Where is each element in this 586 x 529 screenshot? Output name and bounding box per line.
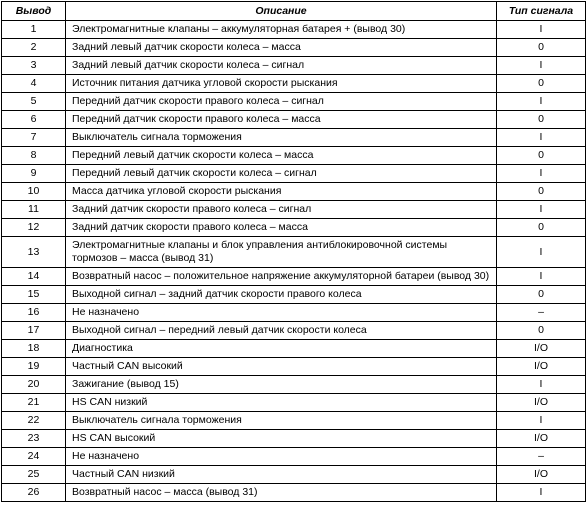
- table-row: [2, 322, 586, 340]
- table-row: [2, 466, 586, 484]
- signal-type-cell: I/O: [497, 430, 586, 448]
- description-cell: Передний левый датчик скорости колеса – масса: [66, 147, 497, 165]
- signal-type-cell: I/O: [497, 340, 586, 358]
- header-row: [2, 2, 586, 21]
- pin-cell: 4: [2, 75, 66, 93]
- pin-table: [1, 1, 586, 502]
- signal-type-cell: I: [497, 93, 586, 111]
- signal-type-cell: I/O: [497, 466, 586, 484]
- description-cell: HS CAN высокий: [66, 430, 497, 448]
- pin-cell: 9: [2, 165, 66, 183]
- description-cell: Выходной сигнал – передний левый датчик скорости колеса: [66, 322, 497, 340]
- table-row: [2, 111, 586, 129]
- description-cell: Электромагнитные клапаны и блок управления антиблокировочной системы тормозов – масса (вывод 31): [66, 237, 497, 268]
- description-cell: Масса датчика угловой скорости рыскания: [66, 183, 497, 201]
- pin-cell: 24: [2, 448, 66, 466]
- table-row: [2, 201, 586, 219]
- description-cell: Не назначено: [66, 448, 497, 466]
- description-cell: Источник питания датчика угловой скорости рыскания: [66, 75, 497, 93]
- pin-cell: 15: [2, 286, 66, 304]
- pin-cell: 12: [2, 219, 66, 237]
- pin-cell: 23: [2, 430, 66, 448]
- table-row: [2, 75, 586, 93]
- description-cell: HS CAN низкий: [66, 394, 497, 412]
- description-cell: Возвратный насос – положительное напряжение аккумуляторной батареи (вывод 30): [66, 268, 497, 286]
- pin-cell: 2: [2, 39, 66, 57]
- description-cell: Возвратный насос – масса (вывод 31): [66, 484, 497, 502]
- signal-type-cell: 0: [497, 183, 586, 201]
- pin-cell: 18: [2, 340, 66, 358]
- pin-cell: 22: [2, 412, 66, 430]
- pin-cell: 11: [2, 201, 66, 219]
- table-row: [2, 93, 586, 111]
- description-cell: Выключатель сигнала торможения: [66, 412, 497, 430]
- table-row: [2, 304, 586, 322]
- table-row: [2, 358, 586, 376]
- description-cell: Диагностика: [66, 340, 497, 358]
- signal-type-cell: I/O: [497, 394, 586, 412]
- table-row: [2, 412, 586, 430]
- description-cell: Выключатель сигнала торможения: [66, 129, 497, 147]
- description-cell: Зажигание (вывод 15): [66, 376, 497, 394]
- pin-cell: 21: [2, 394, 66, 412]
- pin-cell: 5: [2, 93, 66, 111]
- pin-cell: 7: [2, 129, 66, 147]
- signal-type-cell: 0: [497, 322, 586, 340]
- signal-type-cell: 0: [497, 219, 586, 237]
- signal-type-cell: 0: [497, 111, 586, 129]
- signal-type-cell: –: [497, 304, 586, 322]
- table-row: [2, 268, 586, 286]
- signal-type-cell: 0: [497, 39, 586, 57]
- pin-cell: 26: [2, 484, 66, 502]
- table-row: [2, 219, 586, 237]
- table-row: [2, 394, 586, 412]
- signal-type-cell: I: [497, 484, 586, 502]
- signal-type-cell: –: [497, 448, 586, 466]
- signal-type-cell: I: [497, 376, 586, 394]
- signal-type-cell: I: [497, 201, 586, 219]
- description-cell: Частный CAN высокий: [66, 358, 497, 376]
- description-cell: Электромагнитные клапаны – аккумуляторная батарея + (вывод 30): [66, 21, 497, 39]
- description-cell: Не назначено: [66, 304, 497, 322]
- signal-type-cell: I: [497, 21, 586, 39]
- pin-cell: 17: [2, 322, 66, 340]
- description-cell: Задний левый датчик скорости колеса – сигнал: [66, 57, 497, 75]
- pin-cell: 10: [2, 183, 66, 201]
- pin-cell: 16: [2, 304, 66, 322]
- pin-cell: 14: [2, 268, 66, 286]
- signal-type-cell: I/O: [497, 358, 586, 376]
- pin-cell: 1: [2, 21, 66, 39]
- table-row: [2, 237, 586, 268]
- pin-cell: 3: [2, 57, 66, 75]
- description-cell: Частный CAN низкий: [66, 466, 497, 484]
- pin-cell: 19: [2, 358, 66, 376]
- table-row: [2, 165, 586, 183]
- header-signal-type: Тип сигнала: [497, 2, 586, 21]
- table-row: [2, 286, 586, 304]
- description-cell: Задний левый датчик скорости колеса – масса: [66, 39, 497, 57]
- table-row: [2, 340, 586, 358]
- table-row: [2, 57, 586, 75]
- table-row: [2, 147, 586, 165]
- description-cell: Передний левый датчик скорости колеса – сигнал: [66, 165, 497, 183]
- table-body: [2, 21, 586, 502]
- description-cell: Выходной сигнал – задний датчик скорости правого колеса: [66, 286, 497, 304]
- pin-cell: 20: [2, 376, 66, 394]
- signal-type-cell: 0: [497, 75, 586, 93]
- signal-type-cell: I: [497, 412, 586, 430]
- table-row: [2, 129, 586, 147]
- signal-type-cell: 0: [497, 147, 586, 165]
- description-cell: Задний датчик скорости правого колеса – сигнал: [66, 201, 497, 219]
- signal-type-cell: I: [497, 165, 586, 183]
- pin-cell: 13: [2, 237, 66, 268]
- table-row: [2, 39, 586, 57]
- signal-type-cell: 0: [497, 286, 586, 304]
- table-row: [2, 484, 586, 502]
- pin-cell: 8: [2, 147, 66, 165]
- description-cell: Передний датчик скорости правого колеса – сигнал: [66, 93, 497, 111]
- pin-cell: 25: [2, 466, 66, 484]
- signal-type-cell: I: [497, 129, 586, 147]
- table-row: [2, 448, 586, 466]
- table-row: [2, 21, 586, 39]
- header-description: Описание: [66, 2, 497, 21]
- header-pin: Вывод: [2, 2, 66, 21]
- table-row: [2, 430, 586, 448]
- signal-type-cell: I: [497, 237, 586, 268]
- description-cell: Передний датчик скорости правого колеса – масса: [66, 111, 497, 129]
- pin-cell: 6: [2, 111, 66, 129]
- table-row: [2, 183, 586, 201]
- table-row: [2, 376, 586, 394]
- signal-type-cell: I: [497, 57, 586, 75]
- signal-type-cell: I: [497, 268, 586, 286]
- description-cell: Задний датчик скорости правого колеса – масса: [66, 219, 497, 237]
